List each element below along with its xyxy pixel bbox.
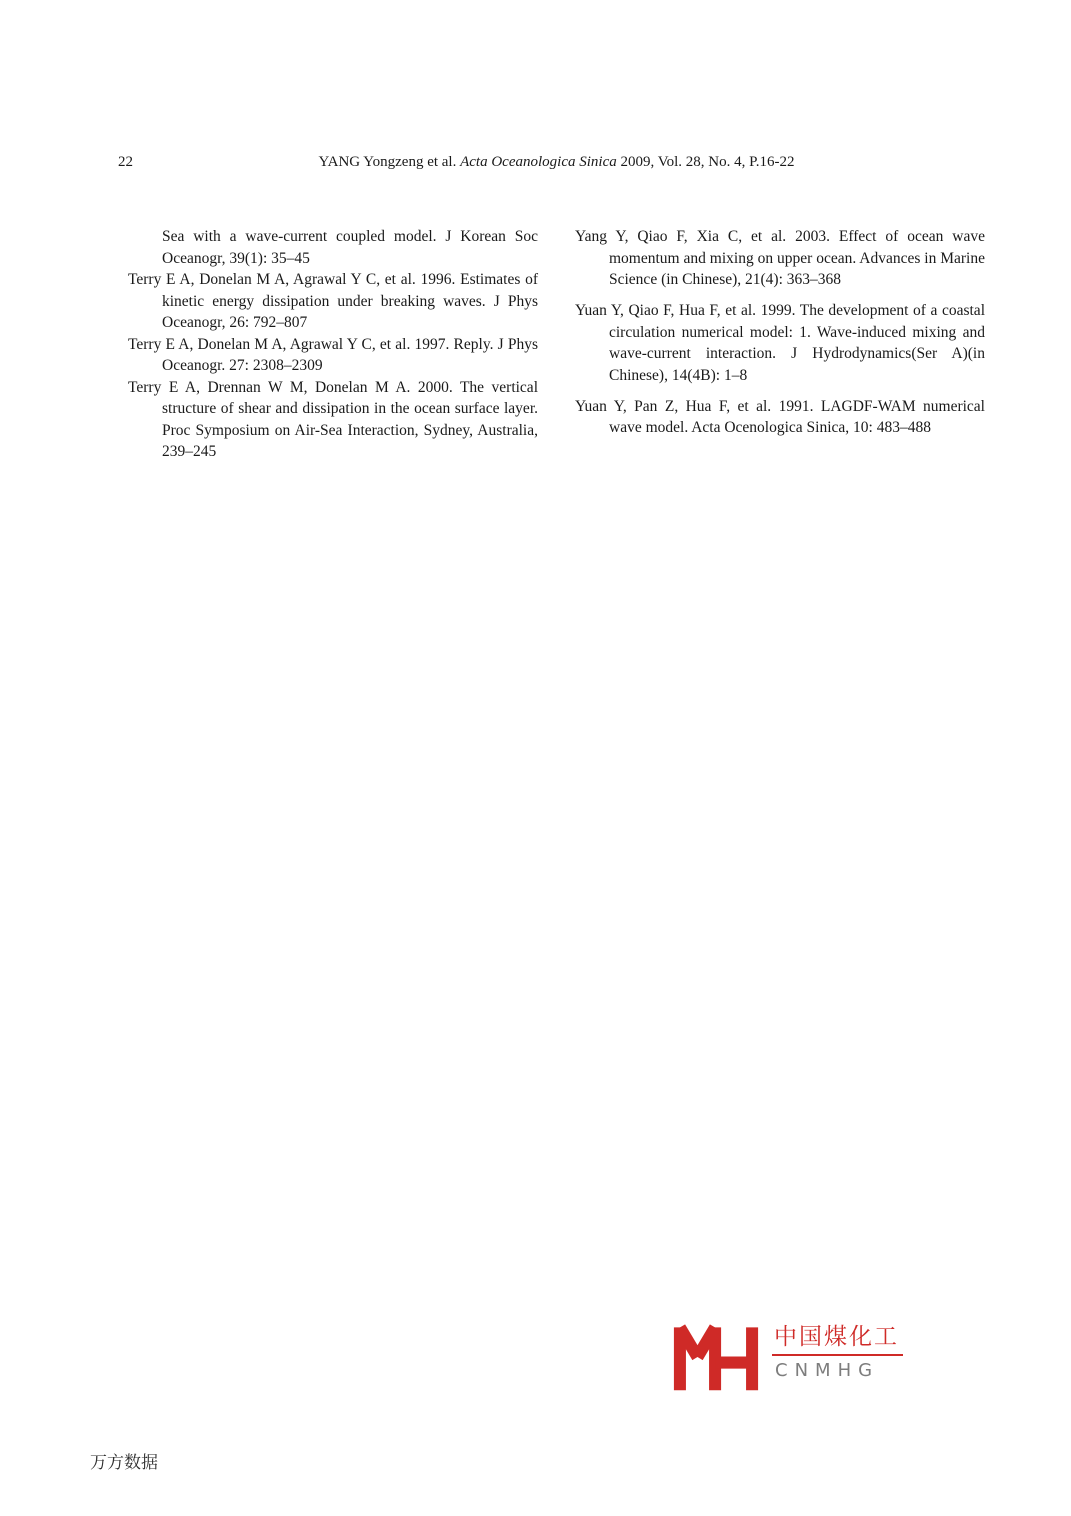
cnmhg-logo-chinese-text: 中国煤化工 <box>772 1324 903 1356</box>
page-number: 22 <box>118 154 133 170</box>
running-title <box>128 154 985 171</box>
header-issue-info: 2009, Vol. 28, No. 4, P.16-22 <box>620 154 795 170</box>
reference: Terry E A, Drennan W M, Donelan M A. 2000. The vertical structure of shear and dissipation in the ocean surface layer. Proc Symposium on Air-Sea Interaction, Sydney, Australia, 239–245 <box>128 378 538 460</box>
reference: Terry E A, Donelan M A, Agrawal Y C, et al. 1997. Reply. J Phys Oceanogr. 27: 2308–2309 <box>128 335 538 374</box>
cnmhg-logo-text <box>772 1320 903 1381</box>
reference: Yuan Y, Pan Z, Hua F, et al. 1991. LAGDF-WAM numerical wave model. Acta Ocenologica Sinica, 10: 483–488 <box>575 397 985 436</box>
reference-continuation: Sea with a wave-current coupled model. J Korean Soc Oceanogr, 39(1): 35–45 <box>162 228 538 267</box>
wanfang-data-watermark: 万方数据 <box>90 1453 158 1473</box>
cnmhg-logo-mark-icon <box>670 1320 762 1394</box>
reference: Yuan Y, Qiao F, Hua F, et al. 1999. The development of a coastal circulation numerical model: 1. Wave-induced mixing and wave-current interaction. J Hydrodynamics(Ser A)(in Chinese), 14(4B): 1–8 <box>575 302 985 384</box>
references-right-column <box>575 226 985 448</box>
reference: Yang Y, Qiao F, Xia C, et al. 2003. Effect of ocean wave momentum and mixing on upper ocean. Advances in Marine Science (in Chinese), 21(4): 363–368 <box>575 228 985 288</box>
header-authors: YANG Yongzeng et al. <box>318 154 457 170</box>
references-left-column <box>128 226 538 463</box>
page-header <box>0 154 1071 176</box>
header-journal-title: Acta Oceanologica Sinica <box>460 154 617 170</box>
reference: Terry E A, Donelan M A, Agrawal Y C, et al. 1996. Estimates of kinetic energy dissipation under breaking waves. J Phys Oceanogr, 26: 792–807 <box>128 271 538 331</box>
cnmhg-logo-english-text: CNMHG <box>775 1360 880 1381</box>
cnmhg-logo <box>670 1320 903 1394</box>
